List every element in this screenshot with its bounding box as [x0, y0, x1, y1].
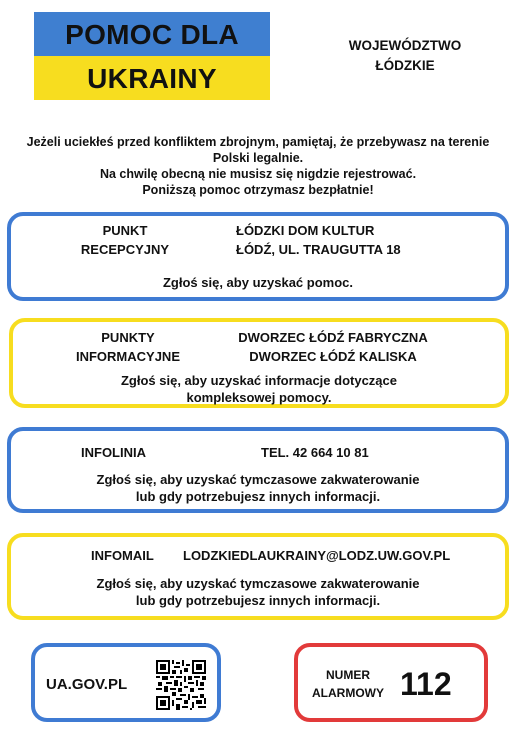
intro-text: [10, 134, 506, 198]
info-points-station-2: DWORZEC ŁÓDŹ KALISKA: [249, 349, 417, 364]
reception-label-line2: RECEPCYJNY: [80, 242, 170, 257]
ukraine-flag-banner: [34, 12, 270, 100]
reception-address-line2: ŁÓDŹ, UL. TRAUGUTTA 18: [236, 242, 401, 257]
banner-title-line1: POMOC DLA: [65, 19, 239, 50]
website-link[interactable]: UA.GOV.PL: [46, 676, 128, 693]
reception-message: Zgłoś się, aby uzyskać pomoc.: [162, 275, 353, 290]
info-points-label: [63, 328, 193, 366]
reception-address: [236, 221, 436, 259]
info-points-label-line2: INFORMACYJNE: [75, 349, 180, 364]
infomail-email[interactable]: LODZKIEDLAUKRAINY@LODZ.UW.GOV.PL: [183, 548, 451, 563]
info-points-stations: [223, 328, 443, 366]
infomail-message: [11, 575, 505, 609]
infoline-message-line2: lub gdy potrzebujesz innych informacji.: [135, 489, 381, 504]
intro-line3: Na chwilę obecną nie musisz się nigdzie rejestrować.: [99, 167, 417, 181]
qr-code-icon[interactable]: [156, 660, 206, 710]
emergency-label: [308, 666, 388, 702]
emergency-number[interactable]: 112: [400, 666, 452, 702]
reception-address-line1: ŁÓDZKI DOM KULTUR: [236, 223, 375, 238]
info-points-message: [13, 372, 505, 406]
emergency-label-line2: ALARMOWY: [312, 686, 384, 700]
reception-label-line1: PUNKT: [102, 223, 148, 238]
infoline-label: INFOLINIA: [81, 445, 146, 460]
intro-line1: Jeżeli uciekłeś przed konfliktem zbrojnym, pamiętaj, że przebywasz na terenie: [26, 135, 490, 149]
infoline-phone: TEL. 42 664 10 81: [261, 445, 369, 460]
banner-title-line2: UKRAINY: [87, 63, 217, 94]
infomail-message-line1: Zgłoś się, aby uzyskać tymczasowe zakwaterowanie: [96, 576, 420, 591]
infomail-message-line2: lub gdy potrzebujesz innych informacji.: [135, 593, 381, 608]
region-line2: ŁÓDZKIE: [375, 58, 435, 73]
info-points-message-line2: kompleksowej pomocy.: [186, 390, 332, 405]
reception-point-box: [7, 212, 509, 301]
info-points-station-1: DWORZEC ŁÓDŹ FABRYCZNA: [238, 330, 428, 345]
infoline-message-line1: Zgłoś się, aby uzyskać tymczasowe zakwaterowanie: [96, 472, 420, 487]
intro-line4: Poniższą pomoc otrzymasz bezpłatnie!: [142, 183, 374, 197]
reception-label: [71, 221, 179, 259]
region-name: [320, 36, 490, 76]
region-line1: WOJEWÓDZTWO: [348, 38, 462, 53]
infoline-box: [7, 427, 509, 513]
infomail-label: INFOMAIL: [91, 548, 154, 563]
infomail-box: [7, 533, 509, 620]
info-points-message-line1: Zgłoś się, aby uzyskać informacje dotyczące: [120, 373, 397, 388]
emergency-label-line1: NUMER: [326, 668, 370, 682]
infoline-message: [11, 471, 505, 505]
info-points-box: [9, 318, 509, 408]
info-points-label-line1: PUNKTY: [101, 330, 155, 345]
intro-line2: Polski legalnie.: [212, 151, 304, 165]
